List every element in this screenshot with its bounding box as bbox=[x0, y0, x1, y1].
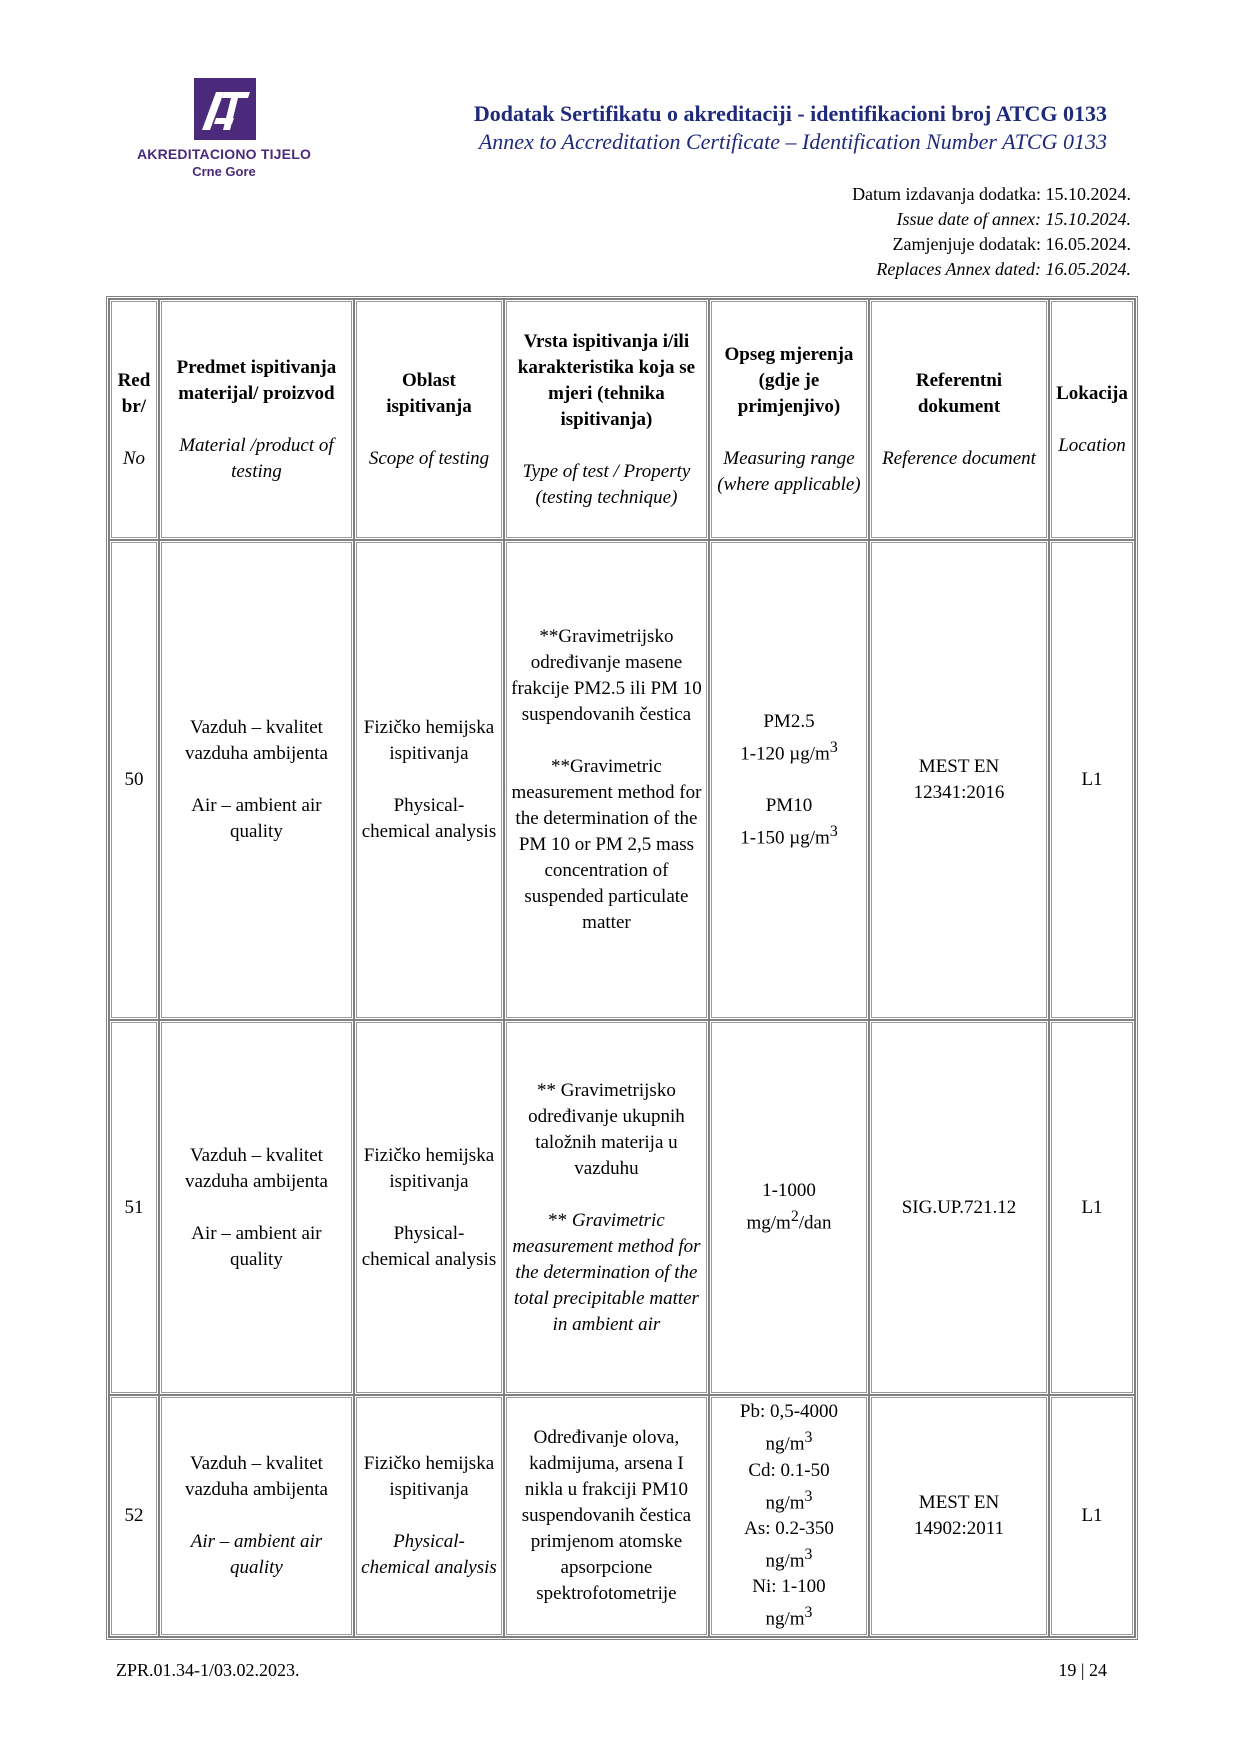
header-location: Lokacija Location bbox=[1049, 299, 1135, 540]
row-test-type: ** Gravimetrijsko određivanje ukupnih taložnih materija u vazduhu ** Gravimetric measurement method for the determination of the total precipitable matter in ambient air bbox=[504, 1020, 709, 1395]
header-test-type: Vrsta ispitivanja i/ili karakteristika koja se mjeri (tehnika ispitivanja) Type of test / Property (testing technique) bbox=[504, 299, 709, 540]
row-material: Vazduh – kvalitet vazduha ambijenta Air – ambient air quality bbox=[159, 1020, 354, 1395]
row-reference: SIG.UP.721.12 bbox=[869, 1020, 1049, 1395]
logo-mark-icon bbox=[194, 78, 256, 140]
header-scope: Oblast ispitivanja Scope of testing bbox=[354, 299, 504, 540]
row-measuring-range: PM2.5 1-120 $\mu g/m^3$ PM10 1-150 $\mu g/m^3$ bbox=[709, 540, 869, 1020]
row-test-type: Određivanje olova, kadmijuma, arsena I nikla u frakciji PM10 suspendovanih čestica primjenom atomske apsorpcione spektrofotometrije bbox=[504, 1395, 709, 1637]
row-reference: MEST EN 12341:2016 bbox=[869, 540, 1049, 1020]
accreditation-scope-table bbox=[106, 296, 1138, 1640]
logo-sub: Crne Gore bbox=[192, 164, 256, 179]
header-measuring-range: Opseg mjerenja (gdje je primjenjivo) Measuring range (where applicable) bbox=[709, 299, 869, 540]
row-material: Vazduh – kvalitet vazduha ambijenta Air – ambient air quality bbox=[159, 1395, 354, 1637]
row-no: 50 bbox=[109, 540, 159, 1020]
row-scope: Fizičko hemijska ispitivanja Physical-chemical analysis bbox=[354, 1020, 504, 1395]
header-reference: Referentni dokument Reference document bbox=[869, 299, 1049, 540]
annex-dates bbox=[852, 182, 1131, 282]
row-location: L1 bbox=[1049, 1395, 1135, 1637]
row-material: Vazduh – kvalitet vazduha ambijenta Air – ambient air quality bbox=[159, 540, 354, 1020]
issue-date-en: Issue date of annex: 15.10.2024. bbox=[896, 209, 1131, 229]
replaces-date: Zamjenjuje dodatak: 16.05.2024. bbox=[892, 234, 1131, 254]
footer-page-number: 19 | 24 bbox=[1058, 1660, 1107, 1680]
row-test-type: **Gravimetrijsko određivanje masene frakcije PM2.5 ili PM 10 suspendovanih čestica **Gravimetric measurement method for the determination of the PM 10 or PM 2,5 mass concentration of suspended particulate matter bbox=[504, 540, 709, 1020]
row-scope: Fizičko hemijska ispitivanja Physical-chemical analysis bbox=[354, 540, 504, 1020]
document-title-block bbox=[474, 100, 1107, 156]
logo bbox=[124, 78, 324, 182]
document-title: Dodatak Sertifikatu o akreditaciji - identifikacioni broj ATCG 0133 bbox=[473, 101, 1107, 126]
document-title-en: Annex to Accreditation Certificate – Identification Number ATCG 0133 bbox=[478, 129, 1107, 154]
row-measuring-range: 1-1000 $mg/m^2$/dan bbox=[709, 1020, 869, 1395]
issue-date: Datum izdavanja dodatka: 15.10.2024. bbox=[852, 184, 1131, 204]
logo-name: AKREDITACIONO TIJELO bbox=[136, 146, 312, 162]
table-header-row bbox=[109, 299, 1135, 540]
row-location: L1 bbox=[1049, 540, 1135, 1020]
table-row bbox=[109, 1020, 1135, 1395]
table-row bbox=[109, 1395, 1135, 1637]
row-scope: Fizičko hemijska ispitivanja Physical-chemical analysis bbox=[354, 1395, 504, 1637]
row-reference: MEST EN 14902:2011 bbox=[869, 1395, 1049, 1637]
row-location: L1 bbox=[1049, 1020, 1135, 1395]
header-no: Red br/ No bbox=[109, 299, 159, 540]
footer-doc-code: ZPR.01.34-1/03.02.2023. bbox=[116, 1660, 300, 1680]
row-no: 52 bbox=[109, 1395, 159, 1637]
header-material: Predmet ispitivanja materijal/ proizvod Material /product of testing bbox=[159, 299, 354, 540]
table-row bbox=[109, 540, 1135, 1020]
replaces-date-en: Replaces Annex dated: 16.05.2024. bbox=[876, 259, 1131, 279]
row-no: 51 bbox=[109, 1020, 159, 1395]
row-measuring-range: Pb: 0,5-4000 $ng/m^3$ Cd: 0.1-50 $ng/m^3$ As: 0.2-350 $ng/m^3$ Ni: 1-100 $ng/m^3$ bbox=[709, 1395, 869, 1637]
